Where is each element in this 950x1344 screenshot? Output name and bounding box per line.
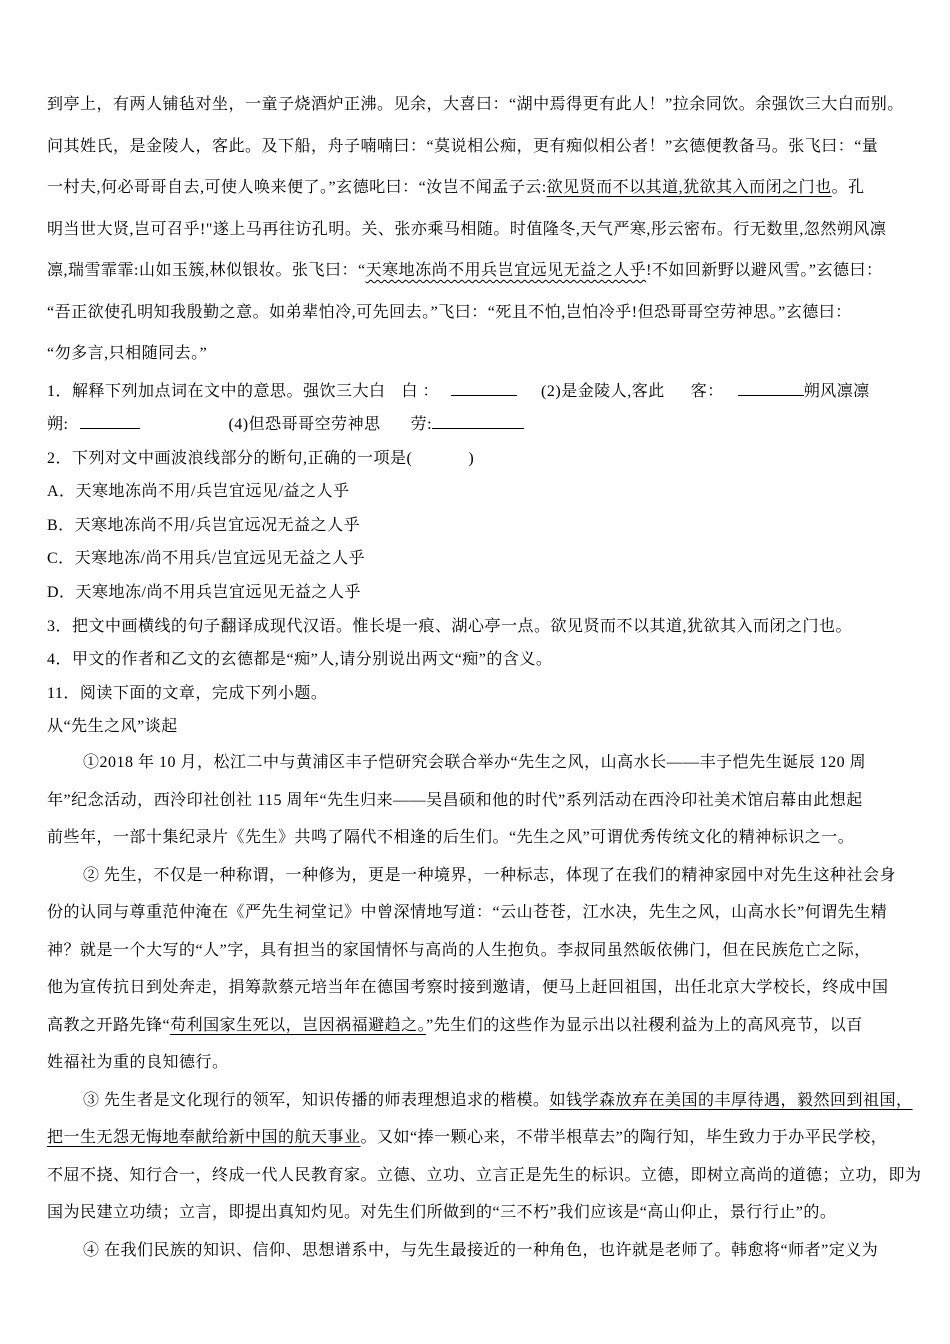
text-line xyxy=(47,1194,908,1232)
text-line xyxy=(47,475,908,509)
text-segment: 2．下列对文中画波浪线部分的断句,正确的一项是( xyxy=(47,449,413,467)
text-segment: ①2018 年 10 月，松江二中与黄浦区丰子恺研究会联合举办“先生之风，山高水长——丰子恺先生诞辰 120 周 xyxy=(83,754,867,772)
text-line xyxy=(47,576,908,610)
text-line xyxy=(47,894,908,932)
text-line xyxy=(47,819,908,857)
text-line xyxy=(47,782,908,820)
text-line xyxy=(47,408,908,442)
answer-blank xyxy=(432,414,524,429)
text-segment: ② 先生，不仅是一种称谓，一种修为，更是一种境界，一种标志，体现了在我们的精神家园中对先生这种社会身 xyxy=(83,866,897,884)
text-line xyxy=(47,250,908,292)
text-line xyxy=(47,710,908,744)
answer-blank xyxy=(80,414,140,429)
text-segment: 明当世大贤,岂可召乎!"遂上马再往访孔明。关、张亦乘马相随。时值隆冬,天气严寒,彤云密布。行无数里,忽然朔风凛 xyxy=(47,220,887,238)
text-line xyxy=(47,84,908,126)
text-line xyxy=(47,333,908,375)
text-segment: 。孔 xyxy=(831,179,865,196)
text-line xyxy=(47,1232,908,1270)
text-line xyxy=(47,1007,908,1045)
gap-spacer xyxy=(381,428,411,429)
gap-spacer xyxy=(412,462,468,463)
underlined-text: 苟利国家生死以，岂因祸福避趋之。 xyxy=(170,1016,427,1034)
gap-spacer xyxy=(439,395,451,396)
text-segment: 神？就是一个大写的“人”字，具有担当的家国情怀与高尚的人生抱负。李叔同虽然皈依佛门，但在民族危亡之际， xyxy=(47,941,871,959)
text-segment: 凛,瑞雪霏霏:山如玉簇,林似银妆。张飞曰：“ xyxy=(47,262,366,279)
text-segment: “勿多言,只相随同去。” xyxy=(47,345,208,362)
text-segment: ) xyxy=(468,449,475,467)
underlined-text: 欲见贤而不以其道,犹欲其入而闭之门也 xyxy=(546,179,832,196)
text-segment: B．天寒地冻尚不用/兵岂宜远况无益之人乎 xyxy=(47,516,361,534)
text-segment: 朔风凛凛 xyxy=(803,382,870,400)
wavy-underlined-text: 天寒地冻尚不用兵岂宜远见无益之人乎 xyxy=(365,262,647,279)
answer-blank xyxy=(738,380,804,395)
text-line xyxy=(47,509,908,543)
text-segment: 他为宣传抗日到处奔走，捐筹款蔡元培当年在德国考察时接到邀请，便马上赶回祖国，出任北京大学校长，终成中国 xyxy=(47,979,889,997)
text-line xyxy=(47,167,908,209)
text-segment: (2)是金陵人,客此 xyxy=(541,382,665,400)
text-segment: (4)但恐哥哥空劳神思 xyxy=(228,416,381,434)
essay-passage xyxy=(47,744,922,1269)
text-segment: 到亭上，有两人铺毡对坐，一童子烧酒炉正沸。见余，大喜曰：“湖中焉得更有此人！”拉余同饮。余强饮三大白而别。 xyxy=(47,96,904,113)
text-line xyxy=(47,1119,908,1157)
text-segment: ③ 先生者是文化现行的领军，知识传播的师表理想追求的楷模。 xyxy=(83,1091,550,1109)
text-line xyxy=(47,292,908,334)
text-segment: 问其姓氏，是金陵人，客此。及下船，舟子喃喃曰：“莫说相公痴，更有痴似相公者！”玄德便教备马。张飞曰：“量 xyxy=(47,137,879,155)
text-segment: 份的认同与尊重范仲淹在《严先生祠堂记》中曾深情地写道：“云山苍苍，江水决，先生之风，山高水长”何谓先生精 xyxy=(47,904,888,922)
text-segment: 国为民建立功绩；立言，即提出真知灼见。对先生们所做到的“三不朽”我们应该是“高山仰止，景行行止”的。 xyxy=(47,1204,837,1222)
text-line xyxy=(47,1157,922,1195)
text-segment: 高教之开路先锋“ xyxy=(47,1016,171,1034)
text-segment: ④ 在我们民族的知识、信仰、思想谱系中，与先生最接近的一种角色，也许就是老师了。韩愈将“师者”定义为 xyxy=(83,1241,879,1259)
text-line xyxy=(47,857,908,895)
text-segment: C．天寒地冻/尚不用兵/岂宜远见无益之人乎 xyxy=(47,550,366,568)
text-line xyxy=(47,442,908,476)
text-line xyxy=(47,1044,908,1082)
text-segment: 。又如“捧一颗心来，不带半根草去”的陶行知，毕生致力于办平民学校， xyxy=(360,1129,888,1147)
gap-spacer xyxy=(140,428,228,429)
text-segment: ”先生们的这些作为显示出以社稷利益为上的高风亮节，以百 xyxy=(426,1016,863,1034)
text-line xyxy=(47,126,908,168)
gap-spacer xyxy=(517,395,541,396)
text-segment: 姓福社为重的良知德行。 xyxy=(47,1054,229,1072)
gap-spacer xyxy=(665,395,691,396)
text-line xyxy=(47,375,908,409)
gap-spacer xyxy=(386,395,402,396)
gap-spacer xyxy=(68,428,80,429)
gap-spacer xyxy=(724,395,738,396)
text-line xyxy=(47,932,908,970)
text-line xyxy=(47,610,908,644)
text-line xyxy=(47,677,908,711)
text-segment: D．天寒地冻/尚不用兵岂宜远见无益之人乎 xyxy=(47,584,362,602)
underlined-text: 如钱学森放弃在美国的丰厚待遇，毅然回到祖国， xyxy=(549,1091,913,1109)
text-segment: A．天寒地冻尚不用/兵岂宜远见/益之人乎 xyxy=(47,483,350,501)
document-body xyxy=(47,84,922,1269)
underlined-text: 把一生无怨无悔地奉献给新中国的航天事业 xyxy=(47,1129,361,1147)
text-segment: 1．解释下列加点词在文中的意思。强饮三大白 xyxy=(47,382,386,400)
text-segment: 前些年，一部十集纪录片《先生》共鸣了隔代不相逢的后生们。“先生之风”可谓优秀传统文化的精神标识之一。 xyxy=(47,829,855,847)
text-segment: 3．把文中画横线的句子翻译成现代汉语。惟长堤一痕、湖心亭一点。欲见贤而不以其道,犹欲其入而闭之门也。 xyxy=(47,617,853,635)
text-line xyxy=(47,542,908,576)
text-line xyxy=(47,209,908,251)
text-segment: 11．阅读下面的文章，完成下列小题。 xyxy=(47,684,328,702)
answer-blank xyxy=(451,380,517,395)
text-segment: 从“先生之风”谈起 xyxy=(47,718,178,736)
classical-passage xyxy=(47,84,908,375)
text-line xyxy=(47,1082,913,1120)
text-line xyxy=(47,969,908,1007)
text-segment: 朔: xyxy=(47,416,69,434)
text-line xyxy=(47,643,908,677)
text-segment: 一村夫,何必哥哥自去,可使人唤来便了。”玄德叱曰：“汝岂不闻孟子云: xyxy=(47,179,547,196)
text-segment: !不如回新野以避风雪。”玄德曰： xyxy=(646,262,883,279)
text-segment: 不屈不挠、知行合一，终成一代人民教育家。立德、立功、立言正是先生的标识。立德，即树立高尚的道德；立功，即为 xyxy=(47,1166,922,1184)
questions xyxy=(47,375,908,745)
text-segment: “吾正欲使孔明知我殷勤之意。如弟辈怕冷,可先回去。”飞曰：“死且不怕,岂怕冷乎!但恐哥哥空劳神思。”玄德曰： xyxy=(47,303,852,321)
text-segment: 客： xyxy=(690,382,724,400)
text-segment: 4．甲文的作者和乙文的玄德都是“痴”人,请分别说出两文“痴”的含义。 xyxy=(47,651,553,669)
text-line xyxy=(47,744,908,782)
text-segment: 年”纪念活动，西泠印社创社 115 周年“先生归来——吴昌硕和他的时代”系列活动在西泠印社美术馆启幕由此想起 xyxy=(47,791,863,809)
text-segment: 劳: xyxy=(410,416,433,434)
text-segment: 白 ： xyxy=(401,382,440,400)
